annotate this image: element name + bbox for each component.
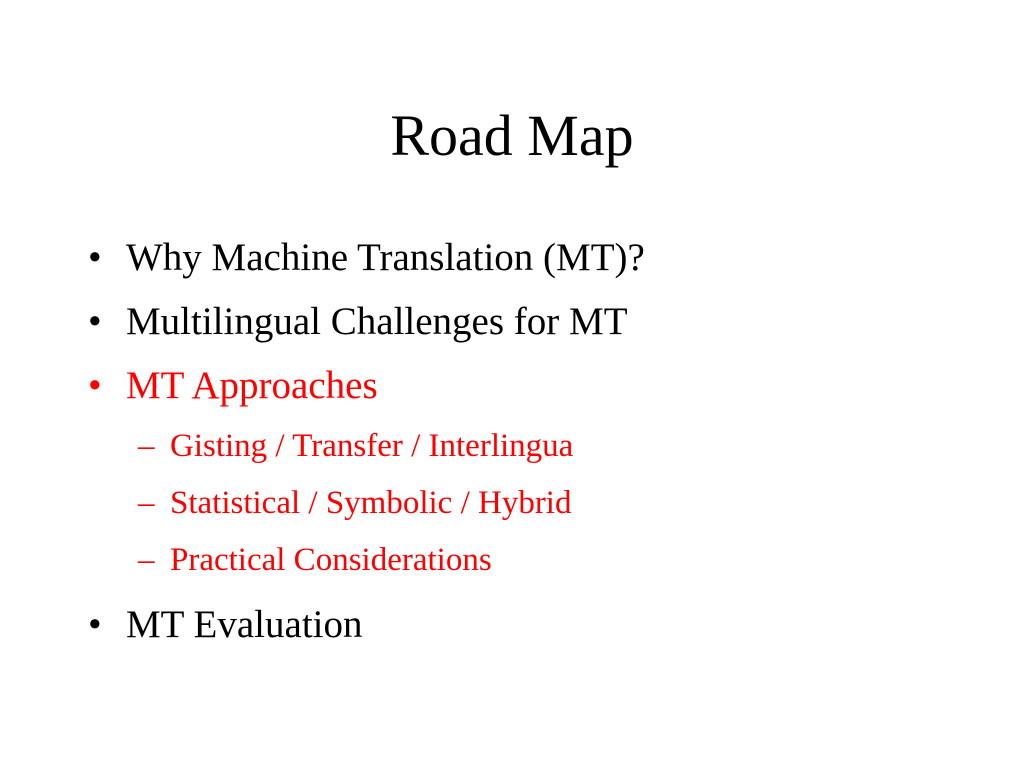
sub-bullet-marker: – bbox=[138, 485, 155, 521]
bullet-item-highlighted bbox=[88, 354, 988, 418]
bullet-text: Why Machine Translation (MT)? bbox=[126, 236, 645, 279]
bullet-item bbox=[88, 226, 988, 290]
sub-bullet-text: Statistical / Symbolic / Hybrid bbox=[170, 485, 572, 521]
sub-bullet-item bbox=[88, 475, 988, 532]
sub-bullet-marker: – bbox=[138, 428, 155, 464]
sub-bullet-item bbox=[88, 418, 988, 475]
sub-bullet-marker: – bbox=[138, 542, 155, 578]
sub-bullet-text: Gisting / Transfer / Interlingua bbox=[170, 428, 574, 464]
bullet-item bbox=[88, 290, 988, 354]
sub-bullet-item bbox=[88, 532, 988, 589]
bullet-text: Multilingual Challenges for MT bbox=[126, 300, 628, 343]
bullet-item bbox=[88, 593, 988, 657]
bullet-marker: • bbox=[88, 603, 102, 646]
bullet-text: MT Evaluation bbox=[126, 603, 363, 646]
bullet-marker: • bbox=[88, 300, 102, 343]
bullet-marker: • bbox=[88, 236, 102, 279]
bullet-marker: • bbox=[88, 364, 102, 407]
bullet-text: MT Approaches bbox=[126, 364, 378, 407]
sub-bullet-text: Practical Considerations bbox=[170, 542, 492, 578]
bullet-list bbox=[88, 226, 988, 657]
slide-title: Road Map bbox=[390, 103, 634, 168]
